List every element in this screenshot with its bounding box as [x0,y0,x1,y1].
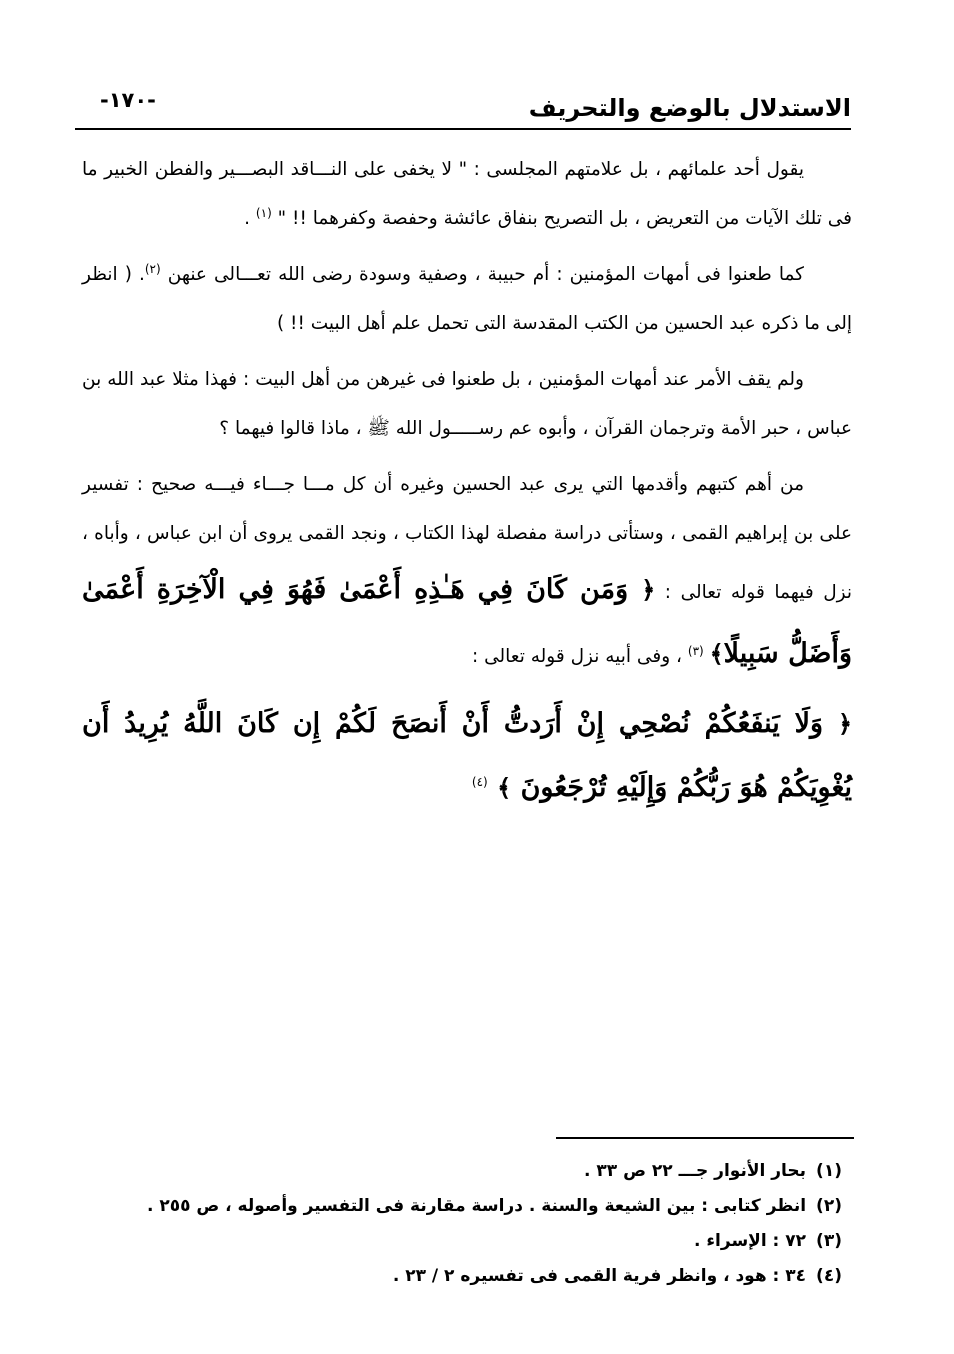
paragraph-3-text-b: ، ماذا قالوا فيهما ؟ [219,417,362,439]
running-header [75,86,851,128]
footnote-number: (١) [816,1161,842,1181]
footnote-number: (٢) [816,1196,842,1216]
ornate-bracket-open-2: ﴿ [837,709,852,738]
quran-verse-1-text: وَمَن كَانَ فِي هَـٰذِهِ أَعْمَىٰ فَهُوَ فِي الْآخِرَةِ أَعْمَىٰ وَأَضَلُّ سَبِيلًا [82,574,852,669]
header-divider [75,128,851,130]
paragraph-1-text: يقول أحد علمائهم ، بل علامتهم المجلسى : " لا يخفى على النـــاقد البصـــير والفطن الخبير ما فى تلك الآيات من التعريض ، بل التصريح بنفاق عائشة وحفصة وكفرهما !! " [82,159,852,229]
paragraph-4-text-a: من أهم كتبهم وأقدمها التي يرى عبد الحسين وغيره أن كل مـــا جـــاء فيـــه صحيح : تفسير على بن إبراهيم القمى ، وستأتى دراسة مفصلة لهذا الكتاب ، ونجد القمى يروى أن ابن عباس ، وأباه ، نزل فيهما قوله تعالى : [82,474,852,603]
footnote-2 [122,1189,842,1224]
footnote-number: (٣) [816,1231,842,1251]
footnote-ref-1[interactable]: (١) [255,205,272,220]
footnote-ref-2[interactable]: (٢) [144,261,161,276]
paragraph-4 [82,461,852,686]
footnote-divider [556,1137,854,1139]
ornate-bracket-open: ﴿ [641,575,656,604]
footnote-text: ٧٢ : الإسراء . [693,1231,807,1251]
footnote-4 [122,1259,842,1294]
page-number: -١٧٠- [100,88,156,112]
paragraph-1-end: . [244,207,251,229]
quran-verse-2 [82,692,852,820]
paragraph-3-text-a: ولم يقف الأمر عند أمهات المؤمنين ، بل طعنوا فى غيرهن من أهل البيت : فهذا مثلا عبد الله بن عباس ، حبر الأمة وترجمان القرآن ، وأبوه عم رســـــول الله [82,369,852,439]
salawat-glyph: ﷺ [367,417,390,439]
paragraph-2 [82,251,852,348]
header-title: الاستدلال بالوضع والتحريف [528,94,851,122]
footnote-1 [122,1154,842,1189]
main-text [82,146,852,828]
paragraph-4-text-b: ، وفى أبيه نزل قوله تعالى : [471,646,682,667]
paragraph-2-text-b: . ( انظر إلى ما ذكره عبد الحسين من الكتب المقدسة التى تحمل علم أهل البيت !! ) [82,264,852,334]
footnote-text: بحار الأنوار جـــ ٢٢ ص ٣٣ . [584,1161,807,1181]
footnote-ref-3[interactable]: (٣) [687,643,704,658]
footnote-text: انظر كتابى : بين الشيعة والسنة . دراسة مقارنة فى التفسير وأصوله ، ص ٢٥٥ . [146,1196,807,1216]
footnotes [122,1154,842,1294]
ornate-bracket-close-2: ﴾ [497,773,512,802]
footnote-ref-4[interactable]: (٤) [471,775,488,789]
quran-verse-2-text: وَلَا يَنفَعُكُمْ نُصْحِي إِنْ أَرَدتُّ أَنْ أَنصَحَ لَكُمْ إِن كَانَ اللَّهُ يُرِيدُ أَن يُغْوِيَكُمْ هُوَ رَبُّكُمْ وَإِلَيْهِ تُرْجَعُونَ [82,708,852,803]
footnote-text: ٣٤ : هود ، وانظر فرية القمى فى تفسيره ٢ / ٢٣ . [392,1266,807,1286]
paragraph-2-text-a: كما طعنوا فى أمهات المؤمنين : أم حبيبة ، وصفية وسودة رضى الله تعـــالى عنهن [167,264,804,285]
ornate-bracket-close: ﴾ [709,639,724,668]
paragraph-1 [82,146,852,243]
footnote-number: (٤) [816,1266,842,1286]
footnote-3 [122,1224,842,1259]
paragraph-3 [82,356,852,453]
